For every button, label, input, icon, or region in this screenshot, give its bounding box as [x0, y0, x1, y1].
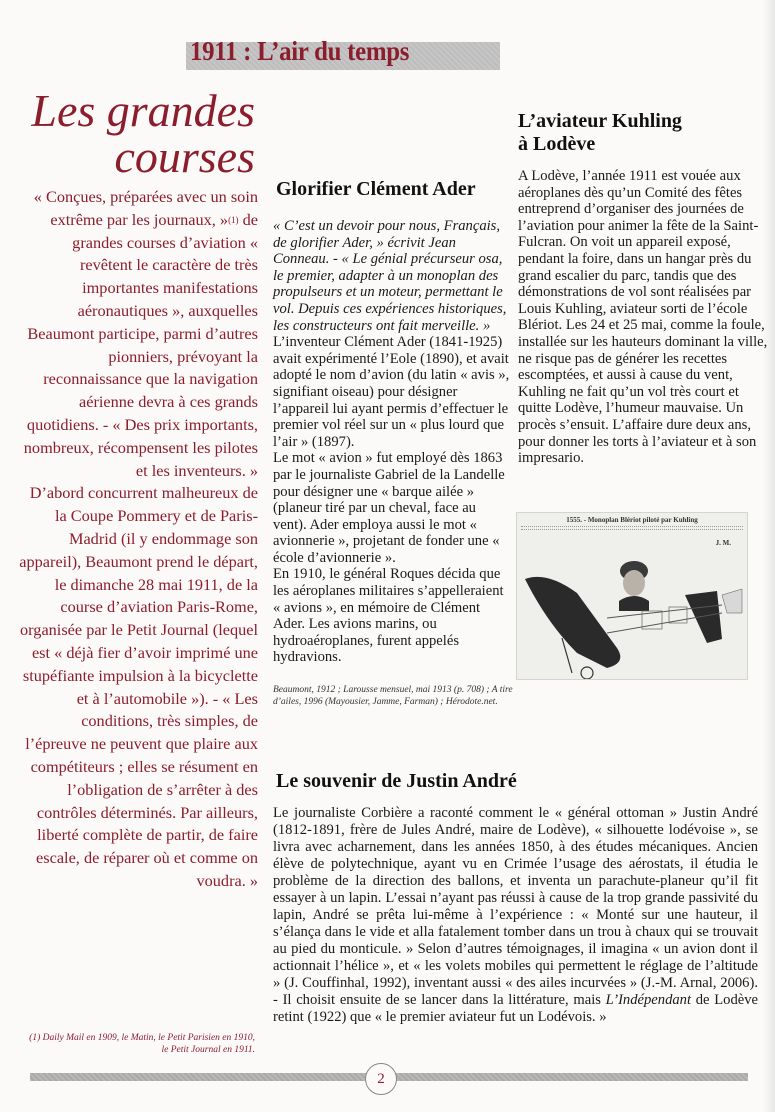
- page-edge-shadow: [763, 0, 775, 1112]
- ader-references: Beaumont, 1912 ; Larousse mensuel, mai 1913 (p. 708) ; A tire d’ailes, 1996 (Mayousier, Jamme, Farman) ; Hérodote.net.: [273, 685, 513, 708]
- heading-justin-andre: Le souvenir de Justin André: [276, 770, 517, 792]
- ader-para1: L’inventeur Clément Ader (1841-1925) avait expérimenté l’Eole (1890), et avait adopté le nom d’avion (du latin « avis », signifiant oiseau) pour désigner l’appareil lui ayant permis d’effectuer le premier vol réel sur un « plus lourd que l’air » (1897).: [273, 334, 510, 450]
- grandes-courses-text: [18, 186, 258, 893]
- justin-andre-article: [273, 805, 758, 1026]
- page-title: 1911 : L’air du temps: [190, 36, 410, 66]
- monoplane-illustration: [517, 513, 747, 679]
- heading-kuhling: [518, 110, 682, 156]
- heading-kuhling-line2: à Lodève: [518, 133, 596, 155]
- text-part3: D’abord concurrent malheureux de la Coupe Pommery et de Paris-Madrid (il y endommage son appareil), Beaumont prend le départ, le dimanche 28 mai 1911, de la course d’aviation Paris-Rome, organisée par le Petit Journal (lequel est « déjà fier d’avoir imprimé une stupéfiante impulsion à la bicyclette et à l’automobile »). - « Les conditions, très simples, de l’épreuve ne peuvent que plaire aux compétiteurs ; elles se résument en l’obligation de s’arrêter à des contrôles déterminés. Par ailleurs, liberté complète de partir, de faire escale, de réparer où et comme on voudra. »: [19, 483, 258, 890]
- page-number: 2: [365, 1063, 397, 1095]
- heading-kuhling-line1: L’aviateur Kuhling: [518, 110, 682, 132]
- ader-para3: En 1910, le général Roques décida que les aéroplanes militaires s’appelleraient « avions », en mémoire de Clément Ader. Les avions marins, ou hydroaéroplanes, furent appelés hydravions.: [273, 566, 504, 666]
- ader-para2: Le mot « avion » fut employé dès 1863 par le journaliste Gabriel de la Landelle pour désigner une « barque ailée » (planeur tiré par un cheval, face au vent). Ader employa aussi le mot « avionnerie », projetant de fonder une « école d’avionnerie ».: [273, 450, 505, 566]
- text-part1: « Conçues, préparées avec un soin extrême par les journaux, »: [33, 187, 258, 229]
- ader-article: [273, 218, 510, 666]
- footnote-marker: (1): [228, 214, 239, 225]
- text-part2: de grandes courses d’aviation « revêtent le caractère de très importantes manifestations aéronautiques », auxquelles Beaumont participe, parmi d’autres pionniers, prévoyant la reconnaissance que la navigation aérienne devra à ces grands quotidiens. - « Des prix importants, nombreux, récompensent les pilotes et les inventeurs. »: [23, 209, 258, 480]
- photo-caption: 1555. - Monoplan Blériot piloté par Kuhling: [566, 516, 698, 524]
- photo-signature: J. M.: [715, 539, 731, 547]
- monoplane-photo: [516, 512, 748, 680]
- section-title-line2: courses: [114, 131, 255, 182]
- section-title-line1: Les grandes: [31, 85, 255, 136]
- andre-text-1: Le journaliste Corbière a raconté comment le « général ottoman » Justin André (1812-1891, frère de Jules André, maire de Lodève), « silhouette lodévoise », se livra avec acharnement, dans les années 1850, à des études mécaniques. Ancien élève de polytechnique, ayant vu en Crimée l’usage des aérostats, il étudia le problème de la direction des ballons, et inventa un parachute-planeur qu’il fit essayer à un lapin. L’essai n’ayant pas réussi à cause de la trop grande passivité du lapin, André se prêta lui-même à l’expérience : « Monté sur une hauteur, il s’élança dans le vide et alla fatalement tomber dans un trou à chaux qui se trouvait au pied du monticule. » Selon d’autres témoignages, il imagina « un avion dont il actionnait l’hélice », et « les volets mobiles qui permettent le réglage de l’altitude » (J. Couffinhal, 1992), inventant aussi « des ailes incurvées » (J.-M. Arnal, 2006). - Il choisit ensuite de se lancer dans la littérature, mais: [273, 805, 758, 1008]
- footnote: (1) Daily Mail en 1909, le Matin, le Petit Parisien en 1910, le Petit Journal en 1911.: [29, 1033, 255, 1055]
- andre-italic-title: L’Indépendant: [605, 992, 692, 1008]
- section-title-grandes-courses: [0, 85, 255, 182]
- ader-quote: « C’est un devoir pour nous, Français, de glorifier Ader, » écrivit Jean Conneau. - « Le génial précurseur osa, le premier, adapter à un monoplan des propulseurs et un moteur, permettant le vol. Depuis ces expériences historiques, les constructeurs ont fait merveille. »: [273, 218, 507, 334]
- heading-glorifier-ader: Glorifier Clément Ader: [276, 178, 476, 200]
- kuhling-article: A Lodève, l’année 1911 est vouée aux aéroplanes dès qu’un Comité des fêtes entreprend d’organiser des journées de l’aviation pour animer la fête de la Saint-Fulcran. On voit un appareil exposé, pendant la foire, dans un hangar près du grand escalier du parc, tandis que des démonstrations de vol sont réalisées par Louis Kuhling, aviateur sorti de l’école Blériot. Les 24 et 25 mai, comme la foule, installée sur les hauteurs dominant la ville, ne risque pas de générer les recettes escomptées, et aussi à cause du vent, Kuhling ne fait qu’un vol très court et quitte Lodève, l’humeur mauvaise. Un procès s’ensuit. L’affaire dure deux ans, pour donner les torts à l’aviateur et à son impresario.: [518, 168, 768, 467]
- andre-text-2: de Lodève retint (1922) que « le premier aviateur fut un Lodévois. »: [273, 992, 758, 1025]
